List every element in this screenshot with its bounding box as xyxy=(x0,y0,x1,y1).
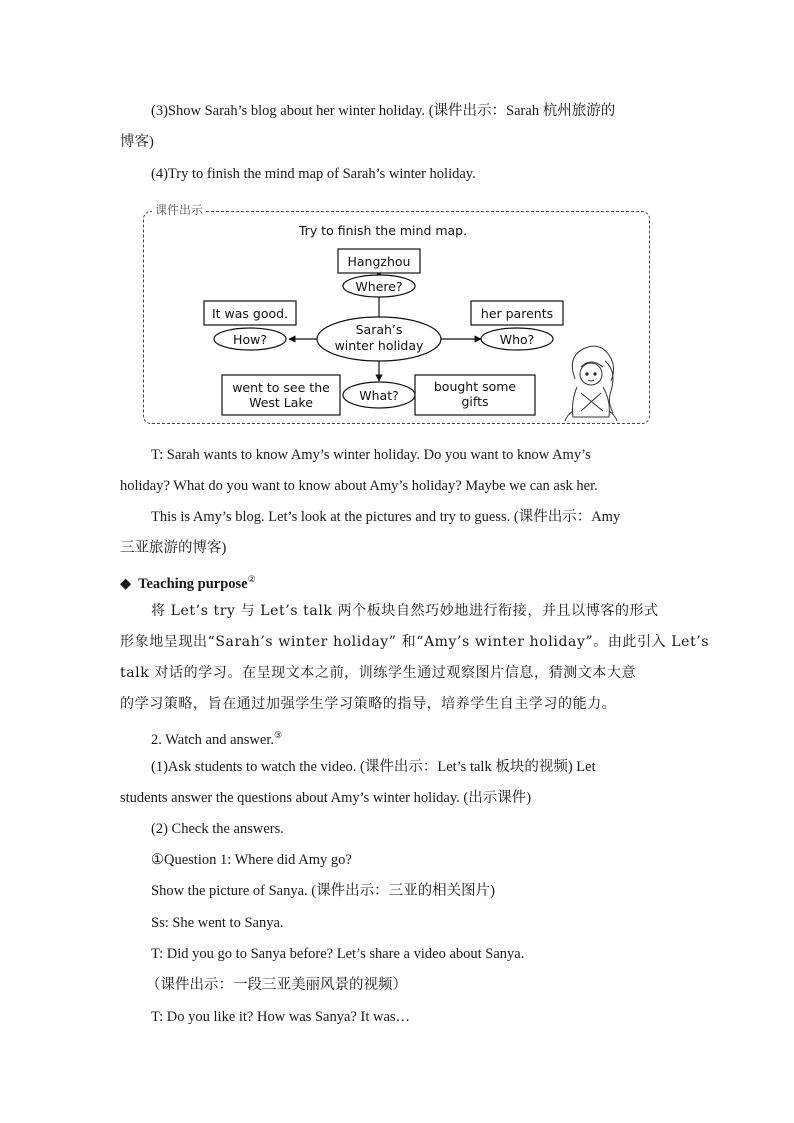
watch-line-1a: (1)Ask students to watch the video. (课件出示：Let’s talk 板块的视频) Let xyxy=(151,759,596,775)
teacher-line-1b: holiday? What do you want to know about Amy’s holiday? Maybe we can ask her. xyxy=(120,478,598,494)
footnote-mark-2: ② xyxy=(247,574,256,584)
mind-map-title: Try to finish the mind map. xyxy=(298,223,468,238)
who-answer: her parents xyxy=(480,306,554,321)
watch-answer-heading xyxy=(151,720,676,756)
teacher-line-1a: T: Sarah wants to know Amy’s winter holiday. Do you want to know Amy’s xyxy=(151,447,591,463)
teacher-line-2a: This is Amy’s blog. Let’s look at the pictures and try to guess. (课件出示：Amy xyxy=(151,509,621,525)
where-answer: Hangzhou xyxy=(347,254,411,269)
teaching-purpose-heading xyxy=(120,564,676,600)
step-3-line-cont: 博客) xyxy=(120,134,154,150)
center-label-line2: winter holiday xyxy=(334,338,424,353)
teaching-purpose-title: Teaching purpose xyxy=(138,575,248,592)
watch-line-1b: students answer the questions about Amy’s winter holiday. (出示课件) xyxy=(120,790,532,806)
purpose-line-4: 的学习策略，旨在通过加强学生学习策略的指导，培养学生自主学习的能力。 xyxy=(120,696,617,712)
purpose-line-1: 将 Let’s try 与 Let’s talk 两个板块自然巧妙地进行衔接，并且以博客的形式 xyxy=(151,603,659,619)
what-answer-1-line2: West Lake xyxy=(249,395,313,410)
what-answer-2-line1: bought some xyxy=(433,379,517,394)
step-4-line: (4)Try to finish the mind map of Sarah’s winter holiday. xyxy=(151,166,476,182)
purpose-line-2: 形象地呈现出“Sarah’s winter holiday” 和“Amy’s winter holiday”。由此引入 Let’s xyxy=(120,634,710,650)
who-question: Who? xyxy=(499,332,535,347)
what-answer-1-line1: went to see the xyxy=(232,380,330,395)
teacher-line-2b: 三亚旅游的博客) xyxy=(120,540,227,556)
teacher-video-line: T: Did you go to Sanya before? Let’s share a video about Sanya. xyxy=(151,946,525,962)
what-question: What? xyxy=(359,388,399,403)
purpose-line-3: talk 对话的学习。在呈现文本之前，训练学生通过观察图片信息，猜测文本大意 xyxy=(120,665,637,681)
how-question: How? xyxy=(233,332,267,347)
courseware-tag: 课件出示 xyxy=(152,201,206,218)
teacher-question-line: T: Do you like it? How was Sanya? It was… xyxy=(151,1009,411,1025)
watch-answer-title: 2. Watch and answer. xyxy=(151,731,274,748)
courseware-video-line: （课件出示：一段三亚美丽风景的视频） xyxy=(146,977,407,993)
diamond-bullet-icon: ◆ xyxy=(120,575,132,592)
where-question: Where? xyxy=(355,279,403,294)
footnote-mark-3: ③ xyxy=(274,730,283,740)
mind-map-diagram xyxy=(143,211,650,424)
girl-illustration xyxy=(565,346,617,421)
check-answers-line: (2) Check the answers. xyxy=(151,821,284,837)
how-answer: It was good. xyxy=(211,306,289,321)
step-3-line: (3)Show Sarah’s blog about her winter holiday. (课件出示：Sarah 杭州旅游的 xyxy=(151,103,616,119)
center-label-line1: Sarah’s xyxy=(355,322,403,337)
what-answer-2-line2: gifts xyxy=(461,394,489,409)
students-answer-line: Ss: She went to Sanya. xyxy=(151,915,284,931)
show-picture-line: Show the picture of Sanya. (课件出示：三亚的相关图片) xyxy=(151,883,495,899)
question-1-line: ①Question 1: Where did Amy go? xyxy=(151,852,352,868)
